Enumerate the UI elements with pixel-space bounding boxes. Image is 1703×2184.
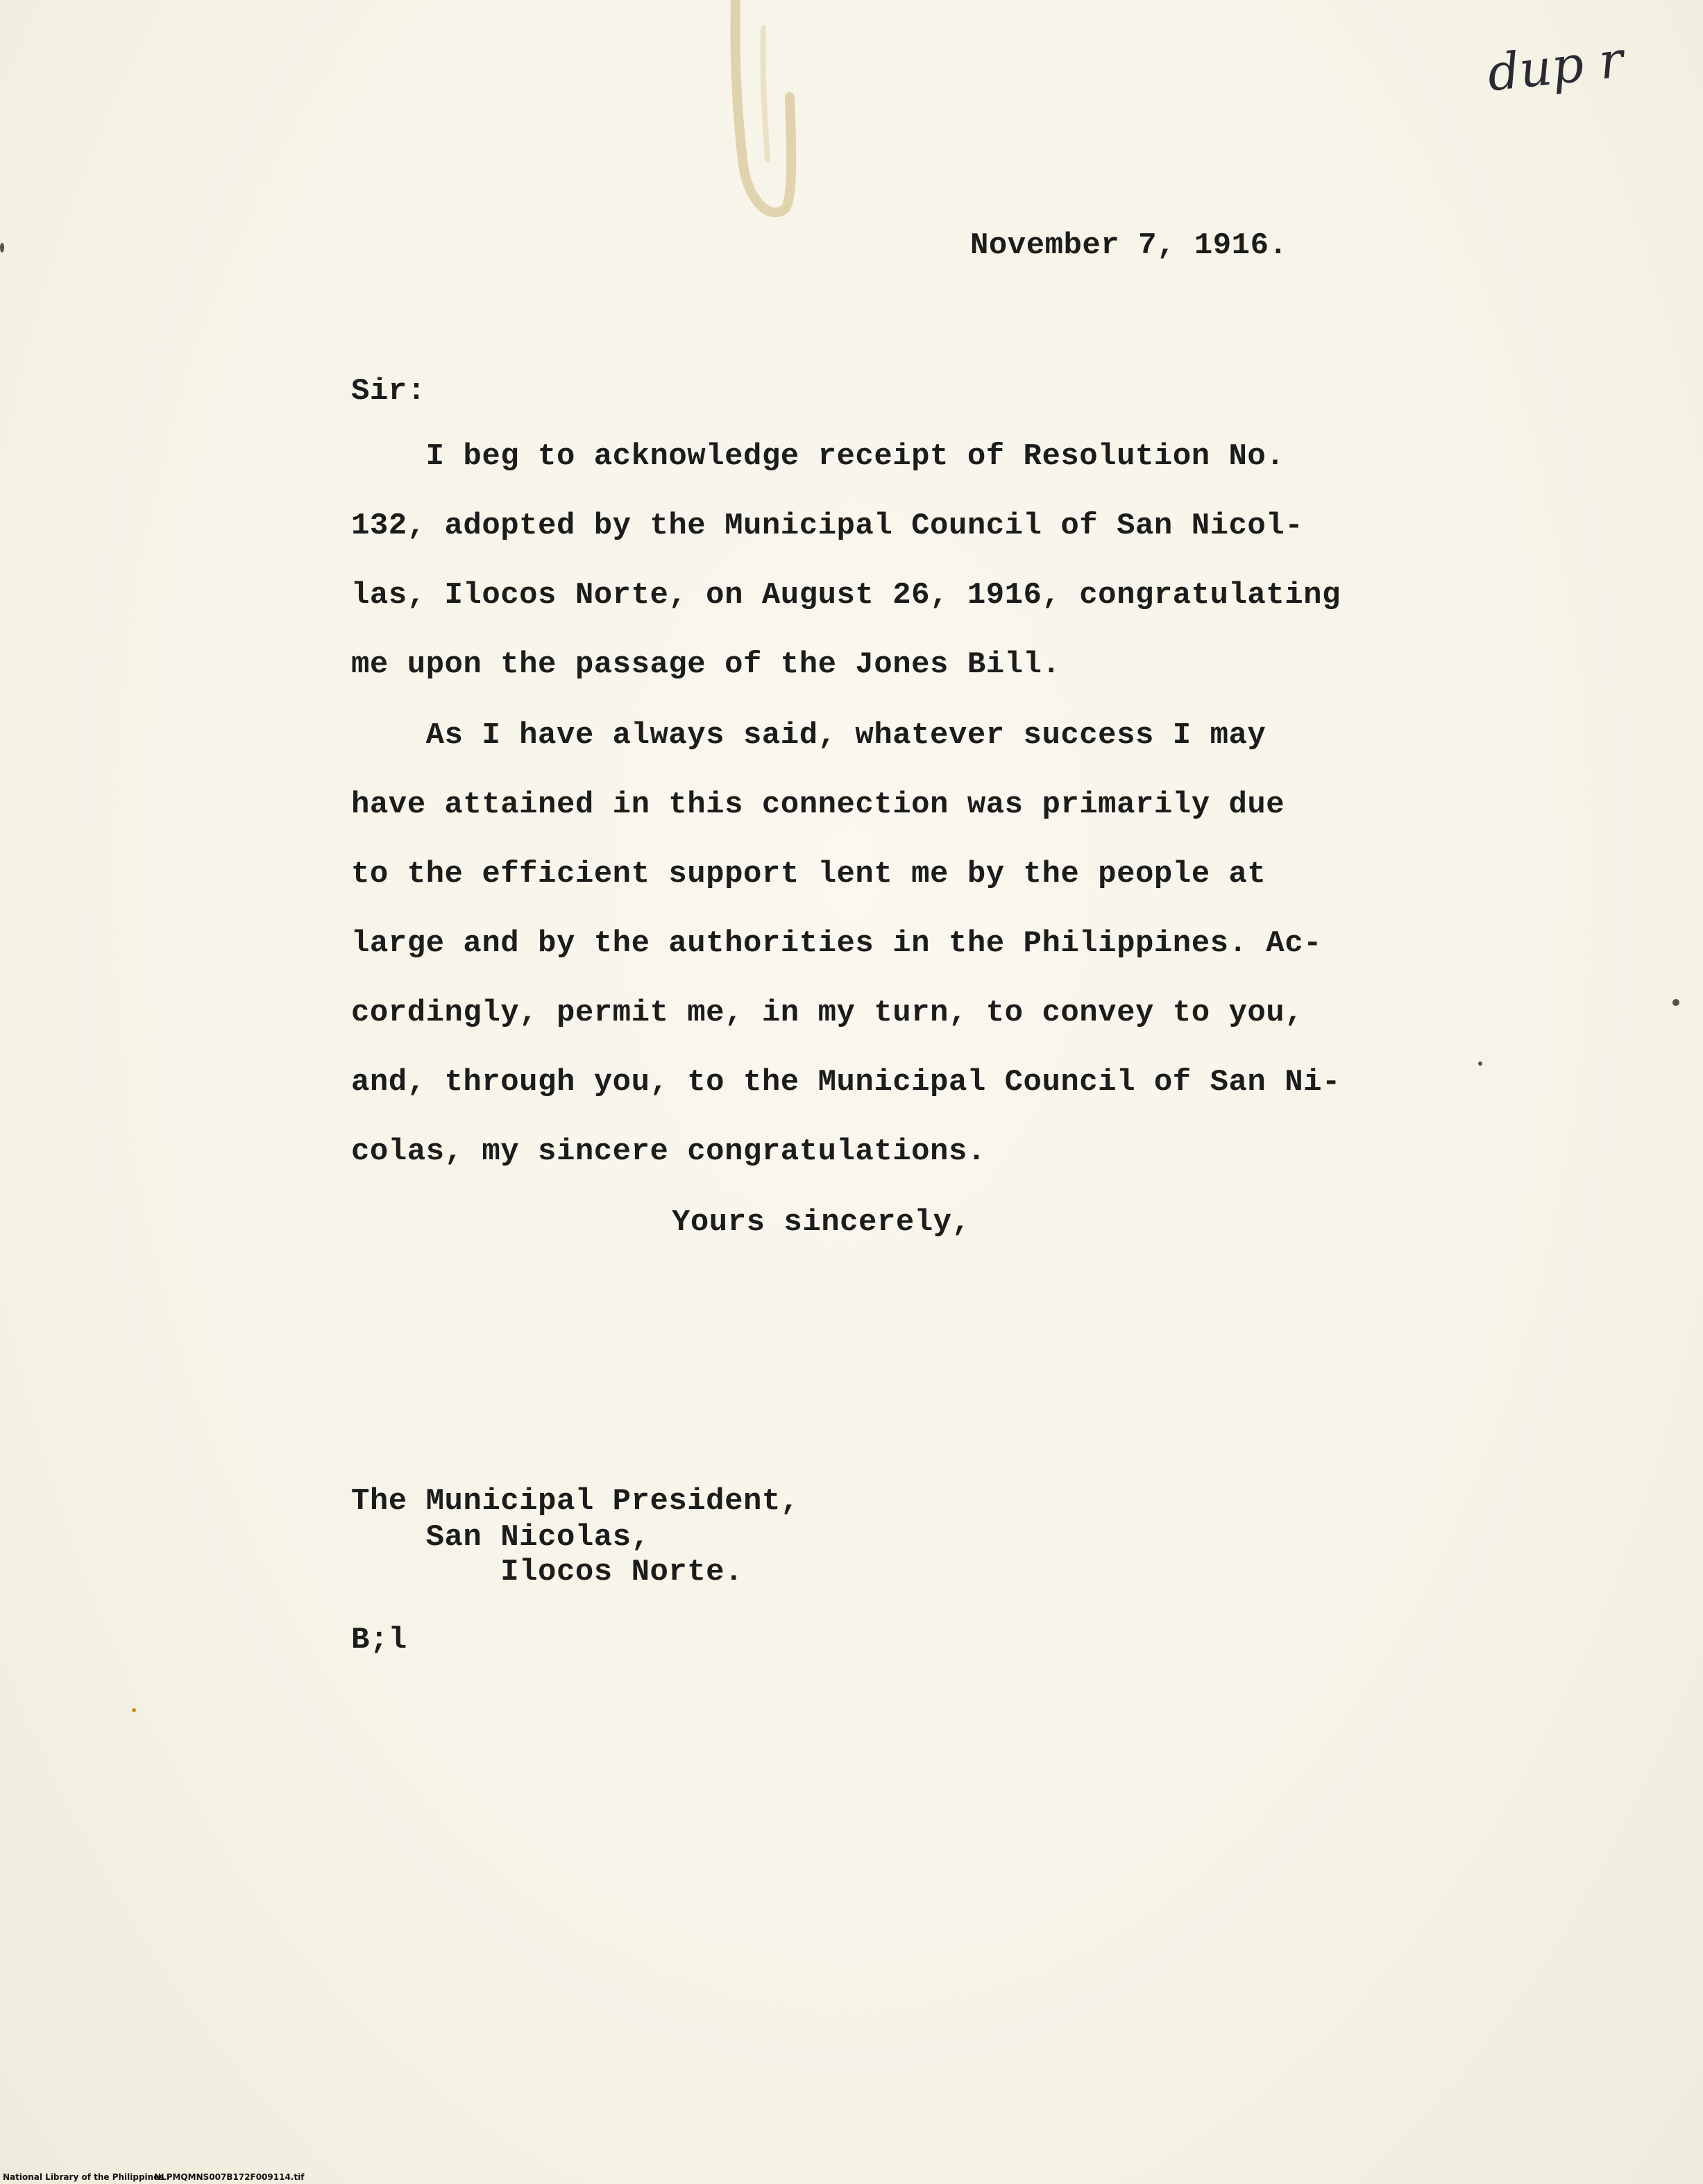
footer-filename: NLPMQMNS007B172F009114.tif — [154, 2172, 305, 2182]
body-line: As I have always said, whatever success I may — [351, 718, 1266, 753]
body-line: colas, my sincere congratulations. — [351, 1134, 986, 1169]
body-line: large and by the authorities in the Philippines. Ac- — [351, 926, 1323, 961]
paperclip-stain — [722, 0, 805, 236]
body-line: 132, adopted by the Municipal Council of San Nicol- — [351, 509, 1304, 543]
address-line: San Nicolas, — [351, 1520, 650, 1555]
typist-initials: B;l — [351, 1623, 407, 1657]
speck — [132, 1708, 136, 1712]
speck — [1478, 1061, 1482, 1066]
body-line: and, through you, to the Municipal Council of San Ni- — [351, 1065, 1341, 1100]
body-line: cordingly, permit me, in my turn, to convey to you, — [351, 996, 1304, 1030]
salutation: Sir: — [351, 374, 426, 409]
body-line: me upon the passage of the Jones Bill. — [351, 647, 1061, 682]
handwritten-annotation: dup r — [1484, 30, 1626, 103]
footer-archive: National Library of the Philippines — [3, 2172, 164, 2182]
closing: Yours sincerely, — [672, 1205, 971, 1240]
body-line: I beg to acknowledge receipt of Resolution No. — [351, 439, 1285, 474]
address-line: Ilocos Norte. — [351, 1555, 743, 1589]
letter-date: November 7, 1916. — [970, 228, 1288, 263]
address-line: The Municipal President, — [351, 1484, 799, 1519]
body-line: to the efficient support lent me by the people at — [351, 857, 1266, 891]
body-line: have attained in this connection was primarily due — [351, 787, 1285, 822]
speck — [1672, 999, 1679, 1006]
speck — [0, 243, 4, 253]
body-line: las, Ilocos Norte, on August 26, 1916, congratulating — [351, 578, 1341, 613]
